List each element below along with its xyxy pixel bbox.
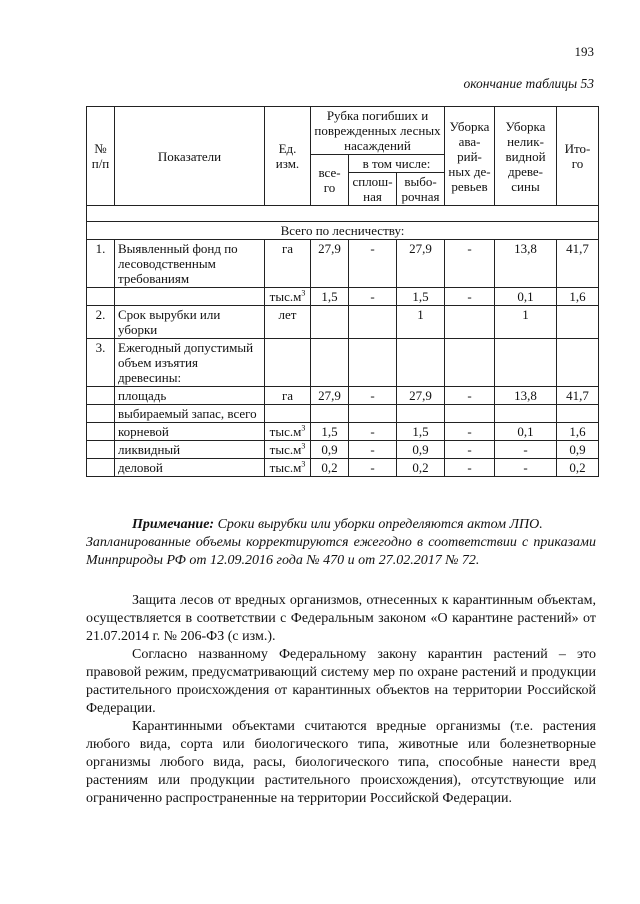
header-indicators: Показатели	[115, 107, 265, 206]
row-selective: 1,5	[397, 288, 445, 306]
unit-superscript: 3	[301, 288, 306, 298]
unit-text: тыс.м	[269, 442, 302, 457]
row-emergency: -	[445, 240, 495, 288]
row-emergency: -	[445, 441, 495, 459]
row-sum: 1,6	[557, 423, 599, 441]
row-sum: 41,7	[557, 240, 599, 288]
row-name: ликвидный	[115, 441, 265, 459]
note-label: Примечание:	[132, 517, 215, 532]
row-clear: -	[349, 423, 397, 441]
row-num	[87, 441, 115, 459]
row-unit	[265, 441, 311, 459]
row-nonliquid: 13,8	[495, 387, 557, 405]
header-emergency: Уборка ава-рий-ных де-ревьев	[445, 107, 495, 206]
row-total	[311, 306, 349, 339]
row-nonliquid: 1	[495, 306, 557, 339]
page-number: 193	[574, 44, 594, 59]
row-name	[115, 288, 265, 306]
row-name: выбираемый запас, всего	[115, 405, 265, 423]
row-total: 0,9	[311, 441, 349, 459]
row-name: деловой	[115, 459, 265, 477]
table-row	[87, 405, 599, 423]
row-name: площадь	[115, 387, 265, 405]
row-unit: лет	[265, 306, 311, 339]
row-nonliquid: -	[495, 441, 557, 459]
row-emergency: -	[445, 387, 495, 405]
row-nonliquid	[495, 405, 557, 423]
note-line1: Сроки вырубки или уборки определяются актом ЛПО.	[217, 517, 543, 532]
row-selective	[397, 405, 445, 423]
row-emergency	[445, 339, 495, 387]
table-caption: окончание таблицы 53	[463, 76, 594, 91]
header-selective: выбо-рочная	[397, 173, 445, 206]
paragraph-2: Согласно названному Федеральному закону карантин растений – это правовой режим, предусматривающий систему мер по охране растений и продукции растительного происхождения от карантинных объектов на территории Российской Федерации.	[86, 647, 596, 716]
row-clear	[349, 405, 397, 423]
row-sum: 41,7	[557, 387, 599, 405]
row-total: 1,5	[311, 423, 349, 441]
row-nonliquid: -	[495, 459, 557, 477]
row-name: Ежегодный допустимый объем изъятия древесины:	[115, 339, 265, 387]
row-num: 1.	[87, 240, 115, 288]
row-name: корневой	[115, 423, 265, 441]
table-row	[87, 339, 599, 387]
row-nonliquid: 0,1	[495, 423, 557, 441]
header-including: в том числе:	[349, 155, 445, 173]
row-nonliquid: 13,8	[495, 240, 557, 288]
row-total: 0,2	[311, 459, 349, 477]
row-num	[87, 288, 115, 306]
unit-superscript: 3	[301, 441, 306, 451]
row-sum: 1,6	[557, 288, 599, 306]
row-unit	[265, 288, 311, 306]
header-unit: Ед. изм.	[265, 107, 311, 206]
row-sum	[557, 306, 599, 339]
row-sum	[557, 405, 599, 423]
row-sum: 0,9	[557, 441, 599, 459]
paragraph-1: Защита лесов от вредных организмов, отнесенных к карантинным объектам, осуществляется в соответствии с Федеральным законом «О карантине растений» от 21.07.2014 г. № 206-ФЗ (с изм.).	[86, 593, 596, 644]
header-total: все-го	[311, 155, 349, 206]
table-row	[87, 423, 599, 441]
row-total: 1,5	[311, 288, 349, 306]
row-clear	[349, 339, 397, 387]
row-clear: -	[349, 240, 397, 288]
section-title: Всего по лесничеству:	[87, 222, 599, 240]
row-unit	[265, 405, 311, 423]
unit-text: тыс.м	[269, 424, 302, 439]
row-emergency: -	[445, 459, 495, 477]
header-clear: сплош-ная	[349, 173, 397, 206]
row-total: 27,9	[311, 240, 349, 288]
note-rest: Запланированные объемы корректируются ежегодно в соответствии с приказами Минприроды РФ от 12.09.2016 года № 470 и от 27.02.2017 № 72.	[86, 535, 596, 568]
unit-superscript: 3	[301, 423, 306, 433]
row-num	[87, 423, 115, 441]
row-num: 3.	[87, 339, 115, 387]
header-sum: Ито-го	[557, 107, 599, 206]
row-clear: -	[349, 459, 397, 477]
row-emergency: -	[445, 288, 495, 306]
data-table	[86, 106, 599, 477]
row-num	[87, 405, 115, 423]
row-clear: -	[349, 441, 397, 459]
row-selective	[397, 339, 445, 387]
header-num: № п/п	[87, 107, 115, 206]
unit-text: тыс.м	[269, 460, 302, 475]
row-total	[311, 339, 349, 387]
note-first-line	[132, 516, 596, 534]
row-unit	[265, 423, 311, 441]
table-row	[87, 306, 599, 339]
row-emergency	[445, 405, 495, 423]
row-clear: -	[349, 387, 397, 405]
table-row	[87, 288, 599, 306]
row-sum: 0,2	[557, 459, 599, 477]
row-nonliquid	[495, 339, 557, 387]
row-sum	[557, 339, 599, 387]
row-unit: га	[265, 240, 311, 288]
row-name: Выявленный фонд по лесоводственным требованиям	[115, 240, 265, 288]
row-emergency: -	[445, 423, 495, 441]
row-num	[87, 387, 115, 405]
empty-row	[87, 206, 599, 222]
row-unit: га	[265, 387, 311, 405]
table-row	[87, 387, 599, 405]
row-nonliquid: 0,1	[495, 288, 557, 306]
row-selective: 0,2	[397, 459, 445, 477]
header-cutting-group: Рубка погибших и поврежденных лесных насаждений	[311, 107, 445, 155]
row-selective: 1,5	[397, 423, 445, 441]
row-num	[87, 459, 115, 477]
row-unit	[265, 339, 311, 387]
row-selective: 27,9	[397, 387, 445, 405]
unit-superscript: 3	[301, 459, 306, 469]
row-selective: 27,9	[397, 240, 445, 288]
row-selective: 1	[397, 306, 445, 339]
row-clear: -	[349, 288, 397, 306]
unit-text: тыс.м	[269, 289, 302, 304]
header-nonliquid: Уборка нелик-видной древе-сины	[495, 107, 557, 206]
row-total: 27,9	[311, 387, 349, 405]
row-selective: 0,9	[397, 441, 445, 459]
table-row	[87, 441, 599, 459]
paragraph-3: Карантинными объектами считаются вредные организмы (т.е. растения любого вида, сорта или биологического типа, животные или болезнетворные организмы любого вида, расы, биологического типа, способные нанести вред растениям или продукции растительного происхождения), отсутствующие или ограниченно распространенные на территории Российской Федерации.	[86, 719, 596, 806]
table-row	[87, 240, 599, 288]
row-name: Срок вырубки или уборки	[115, 306, 265, 339]
row-emergency	[445, 306, 495, 339]
row-num: 2.	[87, 306, 115, 339]
table-row	[87, 459, 599, 477]
row-total	[311, 405, 349, 423]
row-clear	[349, 306, 397, 339]
row-unit	[265, 459, 311, 477]
